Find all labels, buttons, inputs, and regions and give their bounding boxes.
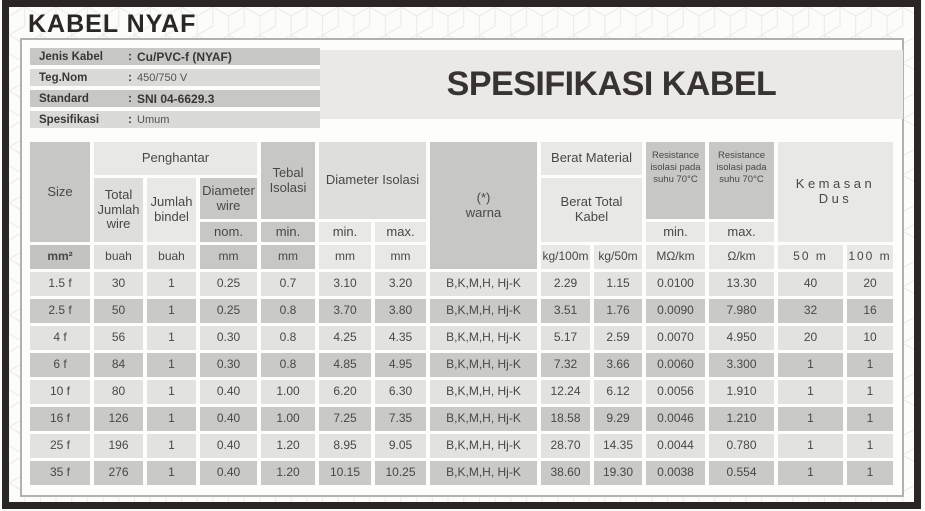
table-cell: 5.17	[541, 326, 590, 350]
table-cell: 4.95	[375, 353, 426, 377]
table-cell: 6.30	[375, 380, 426, 404]
info-row-jenis-kabel	[30, 48, 320, 65]
table-cell: 0.0060	[646, 353, 705, 377]
table-cell: 4.35	[375, 326, 426, 350]
table-cell: 28.70	[541, 434, 590, 458]
table-cell: 2.29	[541, 272, 590, 296]
info-label: Spesifikasi	[39, 113, 100, 126]
warna-label: warna	[465, 204, 502, 220]
page-title: KABEL NYAF	[28, 10, 197, 38]
table-cell: 1	[778, 461, 843, 485]
table-cell: 0.7	[261, 272, 315, 296]
table-cell: 12.24	[541, 380, 590, 404]
info-label: Jenis Kabel	[39, 50, 103, 63]
info-row-teg-nom	[30, 69, 320, 86]
unit-mm: mm	[261, 245, 315, 269]
col-header-tebal-isolasi: Tebal Isolasi	[261, 142, 315, 219]
col-subheader-resistance-min: min.	[646, 222, 705, 242]
table-cell: 0.0090	[646, 299, 705, 323]
table-cell: 16 f	[30, 407, 90, 431]
warna-asterisk: (*)	[476, 189, 491, 205]
table-cell: 1	[847, 434, 893, 458]
table-cell: 8.95	[319, 434, 371, 458]
table-cell: 20	[847, 272, 893, 296]
table-cell: 1.00	[261, 407, 315, 431]
table-cell: 1	[778, 380, 843, 404]
table-cell: B,K,M,H, Hj-K	[430, 353, 537, 377]
table-cell: 1.210	[709, 407, 774, 431]
col-header-berat-material: Berat Material	[541, 142, 642, 175]
info-separator: :	[128, 71, 132, 84]
info-separator: :	[128, 92, 132, 105]
col-header-size: Size	[30, 142, 90, 242]
table-cell: 3.70	[319, 299, 371, 323]
table-cell: 3.51	[541, 299, 590, 323]
table-cell: 1.00	[261, 380, 315, 404]
unit-kg-100m: kg/100m	[541, 245, 590, 269]
table-cell: 1	[147, 353, 196, 377]
table-cell: 9.29	[594, 407, 642, 431]
table-cell: 13.30	[709, 272, 774, 296]
table-cell: 6.12	[594, 380, 642, 404]
table-cell: 1	[147, 407, 196, 431]
unit-ohm-km: Ω/km	[709, 245, 774, 269]
table-cell: 1	[847, 353, 893, 377]
table-cell: 0.40	[200, 434, 257, 458]
col-subheader-tebal-min: min.	[261, 222, 315, 242]
unit-mohm-km: MΩ/km	[646, 245, 705, 269]
table-cell: 25 f	[30, 434, 90, 458]
unit-50m: 50 m	[778, 245, 843, 269]
table-cell: 19.30	[594, 461, 642, 485]
table-cell: 0.30	[200, 353, 257, 377]
table-cell: 0.8	[261, 326, 315, 350]
table-cell: 1	[847, 461, 893, 485]
unit-size: mm²	[30, 245, 90, 269]
table-cell: 56	[94, 326, 143, 350]
table-cell: 1.15	[594, 272, 642, 296]
info-row-spesifikasi	[30, 111, 320, 128]
table-cell: B,K,M,H, Hj-K	[430, 434, 537, 458]
info-label: Standard	[39, 92, 89, 105]
table-cell: 0.30	[200, 326, 257, 350]
table-cell: 1.20	[261, 461, 315, 485]
info-value: Cu/PVC-f (NYAF)	[137, 49, 232, 64]
table-cell: B,K,M,H, Hj-K	[430, 407, 537, 431]
col-header-resistance-max: Resistance isolasi pada suhu 70°C	[709, 142, 774, 219]
table-cell: 126	[94, 407, 143, 431]
table-cell: 0.0044	[646, 434, 705, 458]
table-cell: 10.15	[319, 461, 371, 485]
table-cell: 0.25	[200, 299, 257, 323]
table-cell: 1	[778, 353, 843, 377]
unit-kg-50m: kg/50m	[594, 245, 642, 269]
col-header-diameter-wire: Diameter wire	[200, 178, 257, 219]
table-cell: 7.980	[709, 299, 774, 323]
col-header-jumlah-bindel: Jumlah bindel	[147, 178, 196, 242]
table-cell: 38.60	[541, 461, 590, 485]
table-cell: 3.80	[375, 299, 426, 323]
info-panel	[30, 48, 320, 128]
table-cell: 4.25	[319, 326, 371, 350]
table-cell: 0.0038	[646, 461, 705, 485]
table-cell: 0.780	[709, 434, 774, 458]
main-panel	[20, 38, 904, 497]
table-cell: 10.25	[375, 461, 426, 485]
table-cell: 1.910	[709, 380, 774, 404]
table-cell: 0.0056	[646, 380, 705, 404]
unit-mm: mm	[319, 245, 371, 269]
info-value: Umum	[137, 113, 170, 126]
table-cell: 0.25	[200, 272, 257, 296]
unit-100m: 100 m	[847, 245, 893, 269]
table-cell: B,K,M,H, Hj-K	[430, 380, 537, 404]
table-cell: 0.8	[261, 299, 315, 323]
table-cell: 3.20	[375, 272, 426, 296]
table-cell: 1.20	[261, 434, 315, 458]
table-cell: 1	[778, 434, 843, 458]
table-cell: 10	[847, 326, 893, 350]
table-cell: 30	[94, 272, 143, 296]
table-cell: 2.5 f	[30, 299, 90, 323]
table-cell: 0.8	[261, 353, 315, 377]
table-cell: 1	[847, 380, 893, 404]
page-frame	[2, 0, 921, 509]
table-cell: B,K,M,H, Hj-K	[430, 299, 537, 323]
col-subheader-diameter-max: max.	[375, 222, 426, 242]
table-cell: 4.85	[319, 353, 371, 377]
col-header-diameter-isolasi: Diameter Isolasi	[319, 142, 426, 219]
table-cell: 276	[94, 461, 143, 485]
table-cell: 10 f	[30, 380, 90, 404]
table-cell: 3.66	[594, 353, 642, 377]
table-cell: 1	[147, 434, 196, 458]
col-subheader-resistance-max: max.	[709, 222, 774, 242]
info-value: 450/750 V	[137, 71, 188, 84]
table-cell: 1	[778, 407, 843, 431]
table-cell: 1.76	[594, 299, 642, 323]
info-label: Teg.Nom	[39, 71, 88, 84]
table-cell: 32	[778, 299, 843, 323]
col-header-resistance-min: Resistance isolasi pada suhu 70°C	[646, 142, 705, 219]
table-cell: 1	[147, 326, 196, 350]
col-subheader-diameter-min: min.	[319, 222, 371, 242]
table-cell: 3.300	[709, 353, 774, 377]
table-cell: 35 f	[30, 461, 90, 485]
spec-banner-title: SPESIFIKASI KABEL	[446, 65, 777, 103]
table-cell: 1	[847, 407, 893, 431]
table-cell: 1	[147, 461, 196, 485]
table-cell: 1	[147, 380, 196, 404]
table-cell: 0.0100	[646, 272, 705, 296]
table-cell: 4 f	[30, 326, 90, 350]
table-cell: B,K,M,H, Hj-K	[430, 326, 537, 350]
table-cell: 6 f	[30, 353, 90, 377]
col-header-kemasan-dus: Kemasan Dus	[778, 142, 893, 242]
info-separator: :	[128, 113, 132, 126]
info-row-standard	[30, 90, 320, 107]
table-cell: 18.58	[541, 407, 590, 431]
table-cell: 84	[94, 353, 143, 377]
info-value: SNI 04-6629.3	[137, 91, 215, 106]
table-cell: 14.35	[594, 434, 642, 458]
col-header-warna	[430, 142, 537, 269]
table-cell: 16	[847, 299, 893, 323]
col-subheader-nom: nom.	[200, 222, 257, 242]
unit-mm: mm	[200, 245, 257, 269]
table-cell: 1	[147, 272, 196, 296]
table-cell: 80	[94, 380, 143, 404]
col-header-berat-total-kabel: Berat Total Kabel	[541, 178, 642, 242]
table-cell: 1.5 f	[30, 272, 90, 296]
table-cell: 0.0046	[646, 407, 705, 431]
table-cell: 1	[147, 299, 196, 323]
table-cell: 3.10	[319, 272, 371, 296]
table-cell: 0.40	[200, 380, 257, 404]
table-cell: 7.25	[319, 407, 371, 431]
col-header-penghantar: Penghantar	[94, 142, 257, 175]
info-separator: :	[128, 50, 132, 63]
table-cell: 0.40	[200, 461, 257, 485]
table-cell: 4.950	[709, 326, 774, 350]
table-cell: 6.20	[319, 380, 371, 404]
spec-banner	[320, 50, 903, 119]
table-cell: B,K,M,H, Hj-K	[430, 461, 537, 485]
table-cell: 196	[94, 434, 143, 458]
unit-buah: buah	[147, 245, 196, 269]
table-cell: 0.40	[200, 407, 257, 431]
unit-mm: mm	[375, 245, 426, 269]
table-cell: 2.59	[594, 326, 642, 350]
col-header-total-jumlah-wire: Total Jumlah wire	[94, 178, 143, 242]
table-cell: 20	[778, 326, 843, 350]
table-cell: B,K,M,H, Hj-K	[430, 272, 537, 296]
table-cell: 0.554	[709, 461, 774, 485]
spec-table	[30, 142, 893, 485]
table-cell: 7.35	[375, 407, 426, 431]
table-cell: 9.05	[375, 434, 426, 458]
unit-buah: buah	[94, 245, 143, 269]
table-cell: 0.0070	[646, 326, 705, 350]
table-cell: 7.32	[541, 353, 590, 377]
table-cell: 40	[778, 272, 843, 296]
table-cell: 50	[94, 299, 143, 323]
